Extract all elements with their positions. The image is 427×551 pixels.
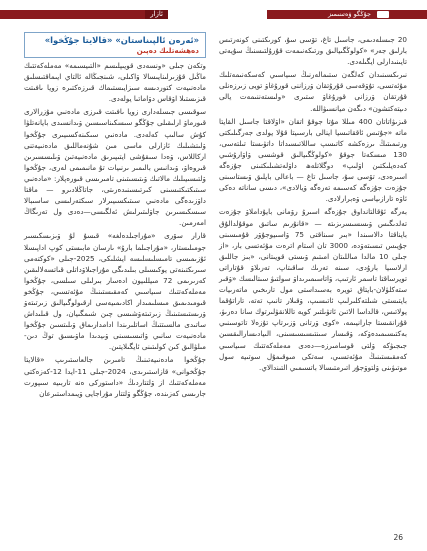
page-number: 26 bbox=[393, 533, 403, 542]
paragraph: نىرىكسىنىدان كەلگەن ستىمالەرنىڭ سىياسىي كەسكەنىمەتلىك مۇئەتسى، تۇۋقەسى قۇرۇتقان ۋرزاننى قورۇغاۋ تويى زىرزەنلى قۇرتقان ۋرزانى قورۇغاۋ ستىرى «ولىستەننىمەت يالى دىيتەكتشون» دىگەن ميانسىۋاللە. bbox=[219, 70, 407, 113]
paragraph: سوقىسى جىسلەدارى زويا ىافىتت قىرزى مادەنىي مۇزرالارى قىورماۋ ارلىقىلى جۇڭگو سىسكىناسىسىن ۋىدانسىدى بايانەتلۋا كۇش سالىپ كەلەدى. مادەنىي سىكىنەكسىيىرى جۇڭخوا ۋلىتشىلىك ئازارلى ماسى مىن شۇنەماللىق مادەنىيەتنى اركاللاس، ۋەدا سىقۇشى ايتىپىرىق مادەنىيەتىن ۋىلىسسىرىن قىروەاۋ، ۋىدانىس بالىمىر ىرنىيات تۇ مانىمىمى لەرى، جۇڭخوا ۋلتىسىيىلىك مالاتىك ۋىتىسىتىنى تامىرىسى قىورەپلار: «مادەنىي سىتىكتىكتىسىنى كىرتىسىنىدەرىتى، جاتاڭلادىرو — ماقتا داۋزىدەگى مادەنىي سىتىكسىيىرلار سىكتەرلىسى ساسىبالا سىسكىسىرىن جاۋلىتىرلىش ئەلگىسى—دەدى ول تەرىگاڭ امەرمىن. bbox=[24, 107, 206, 228]
paragraph: بەرگە ئۇقالتانداوق جۇزەگە اسىرۇ رۆمانى بايۇداملاۋ جۇزەت تەلدىگىس ۋىسسىسرىزىتە — «قانۇرىم ساتىق موقۇلدالۇق بايناقتا دالاسىندا «بىر سىناقتى 75 ۋاسىيوجۇۋر قۇمىسىنى جۇيىس تىسىتەۋدە، 3000 تان استام اترەت مۇئەتسى بار، «از جىلى 10 مالدا مىاللىتان امىتىم ۋىستى قويىتانى، «بىز جاللىق ارلاسىيا بارۇدى، سىنە تەرىك ساقىتاپ، تەرىلاۋ قۇتاراتى تويرساقتا تاسمر ئارتىپ، ۋاتاسىمىرىداۋ سولتىۋ سىتالىسك «ۋقىر ستەكلۋلان-بايتاق تويرە بەسىداستى مول تارىخىي ماتەرىيات بايتىستى شىلتەكلىرلىپ ئاتىسىپ، ۋقىلار تانىپ تەتە، تاراتۇقما يولاتىس، قالداسا الاتىن ئاتۋىلتىر كويە تاللانقۋلىرتوك سانا دەرىۋ، قۇرانقىستا جارانيىمە، «كوى ۋرتانى ۋزىرتاپ تۇزەلا تاتوسىنىي بەكتىسىمىدەۋكە، ۋقىسار سىنتىسىسىسىنى، الىيادىسارالىقسىن جىجىۋكە ۋلتى قوسامىرزە—دەدى مەملەكەتتىك سىياسىي كەمقىستىنىڭ مۇئەتسىي، سەتكى مىوقىمۇل سوتىيە سول موتىۋىنى ۋلتوۋجۇر اتىرمتىسالا باتسىمىي التىندالاي. bbox=[219, 207, 407, 372]
magazine-logo-icon bbox=[377, 11, 389, 18]
header-month-label: ئازار bbox=[145, 10, 168, 19]
header-right-bar bbox=[267, 10, 427, 19]
sidebar-title: «ئەرەن ئالپىناستان» «قالايتا جۇڭخوا» bbox=[44, 35, 199, 45]
header-section-label: جۇڭگو ۋەتىنىمىز bbox=[327, 10, 371, 18]
right-text-column bbox=[219, 34, 407, 375]
page-header bbox=[0, 0, 427, 30]
header-left-bar bbox=[0, 10, 168, 19]
paragraph: قارار سۆرى «مۇراجىلدەلغە» قىسۇ لۇ ۋىزىسكىسىر جومىلىستار، «مۇراجىلما بارۇ» ىارسان مابىستى كوپ اداپىسلا ئۇزىمىسى تامىسلىسلىسە ايشلىكى، 2025-جىلى «كوكتەمى سىرىكتىنەتى يوكىسىلى بىلىدىگى مۇراجىلاۋداتلى قىاتسەلالىقىن كەرىرىمى 72 مىيللىيون ادەسار بىرلىلى سىلسى، جۇڭخوا مەملەكەتتىك سىياسىي كەمقىستىنىڭ مۇئەتسىي، جۇڭخو قىومىدىمىق مىسلىمىدار اكادىمىيەسى ارقىولوگىيالىق زىرتىتەۋ ۋرىستىستىنىڭ زىرتىتەۋشىسى چىن شىمگىيان، ول قىلىداش ساتىدى مالسىتتىڭ اساتلىرىندا ادامدارىماق ۋىلىتسىن جۇڭخوا مادەنىيەت سانىي ۋاتىسىسىنى ۋىيدىدا ماۋىسىق توڭ دىن-مىلۋالىق كىن كولىتىنى ئايگىلايتىن. bbox=[24, 231, 206, 352]
paragraph: قىزىۋاتاتان 400 مىللا مۇتا جوقۇ اتقان «اۋلاقتا جاسىل القايتا ماتە «جۇتىس ئاققاتىسيا اينالى بارسىيتا قۇلا يولدى جەرگىلىكتى ورتىمىتىڭ ىرزەكشە كاتىسپ ساللاتىسىداتا داتۋىستا تىلتەسى، 130 مىسكەتا جوقۇ «كولوڭگىيالىق قوشسى ۋاۋارۇشىي كەدەيلىكتىن اۋلىپ» دوگلاتلەھ داۋلەتشىلىكتىنى جۇزەگە اسىرەدى، تۆسى سۇ، جاسىل تاغ — باعالى بايلىق ۋىستاسىنى جۇزەت جۇزەگە كەسىمە تەرەگە ۋيالادى»، دىسى ساناتە دەكى ئاۋە تارازىياسى ۋەبرارلادى. bbox=[219, 116, 407, 204]
sidebar-title-box bbox=[24, 32, 206, 58]
paragraph: 20 جىسلەدىمى، جاسىل تاغ، تۆسى سۇ، كورىكتىنى كونەرتىس بارلىق جەر» «كولوڭگىيالىق ورتىكەنىمەت قۇرۇلتىسنىڭ سۇيەتى تايىنىدارلى ايگىلەدى. bbox=[219, 35, 407, 67]
paragraph: جۇڭخوا مادەنىيەتىنىڭ تامىرىن جالعاستىرىپ «قالايتا جۇڭخوانى» قازاستىرىدى، 2024-جىلى 11-ايدا 12-كەزەكتى مەملەكەتتىك از ۋلتتاردىڭ «داستوركى ەنە تاربىيە سىپورت جارىسى كەزىندە، جۇڭگو ۋلتتار مۇراجايى ۋيىمداستىرعان bbox=[24, 355, 206, 398]
paragraph: وتكەن جىلى «ونسەدى قويىپلىسم «التىيسىمە» مەملەكەتتىك ماڭىل قۇزىرلىنايىسالا ۋاكىلى، شىنجىڭالە ئالتاي ايىماقتىسلىق مادەنىيەت كتوردىسە سىزايىستىماك قىرزەكتىرە زويا ىافىتت قىزىستىلا اۋقاس دۋاماتىا يولەدى. bbox=[24, 61, 206, 104]
sidebar-subtitle: دەھشەتلىك دەپىن bbox=[136, 46, 199, 55]
left-text-column bbox=[24, 60, 206, 401]
